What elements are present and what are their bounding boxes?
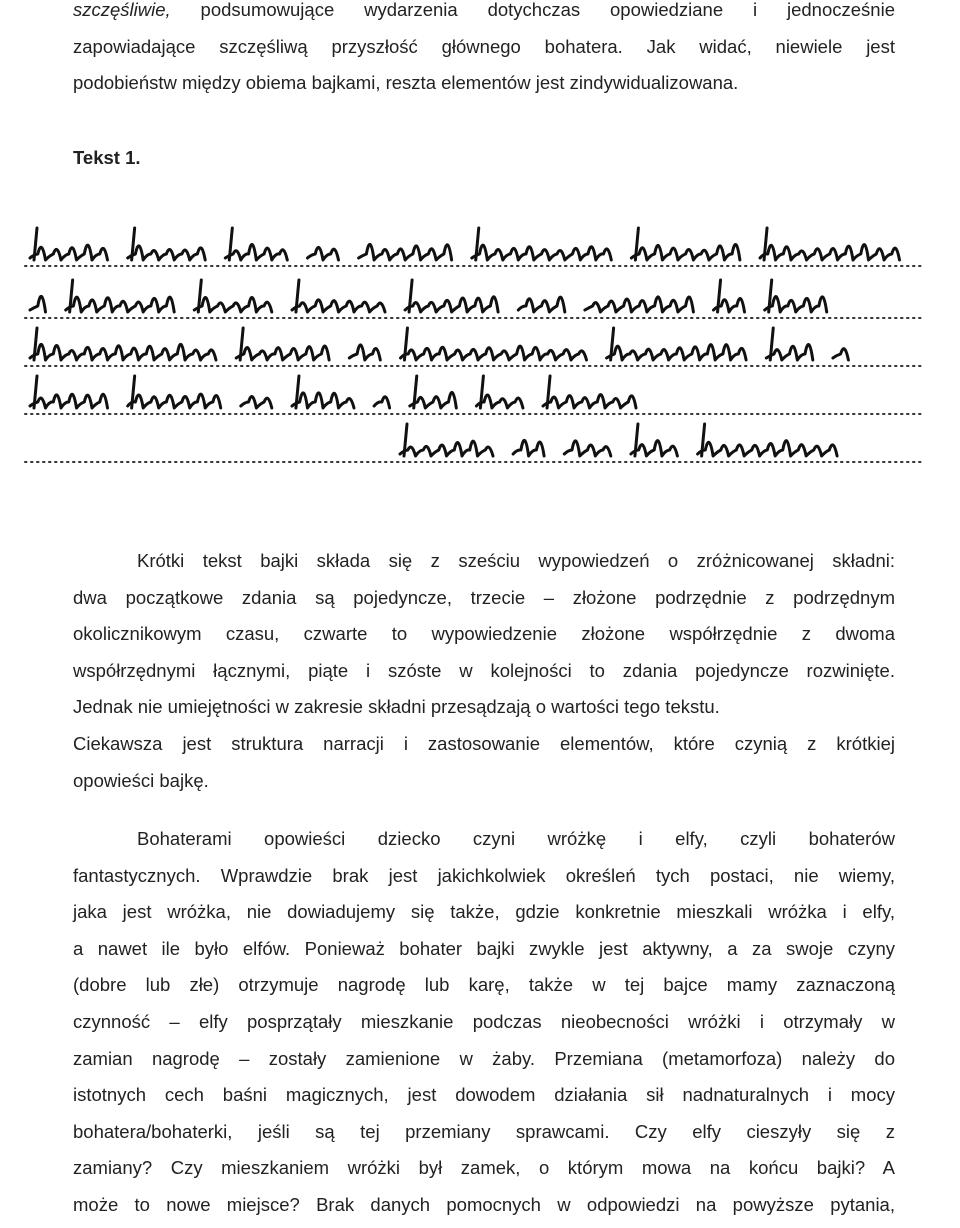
handwritten-word (476, 395, 523, 408)
handwritten-word (374, 397, 390, 408)
handwritten-word (236, 346, 329, 360)
handwritten-word (513, 440, 544, 456)
handwritten-word (30, 296, 46, 312)
handwritten-word (518, 297, 565, 312)
p2-line: istotnych cech baśni magicznych, jest dowodem działania sił nadnaturalnych i mocy (73, 1084, 895, 1106)
p2-line: zamian nagrodę – zostały zamienione w żaby. Przemiana (metamorfoza) należy do (73, 1047, 895, 1069)
handwritten-word (765, 297, 827, 312)
p1-line: współrzędnymi łącznymi, piąte i szóste w kolejności to zdania pojedyncze rozwinięte. (73, 659, 895, 681)
handwritten-word (631, 245, 740, 260)
p1-line: Krótki tekst bajki składa się z sześciu wypowiedzeń o zróżnicowanej składni: (137, 550, 895, 571)
handwritten-word (543, 395, 636, 408)
intro-line-1-rest: podsumowujące wydarzenia dotychczas opowiedziane i jednocześnie (170, 0, 895, 20)
handwritten-word (833, 349, 849, 360)
p1-line: Ciekawsza jest struktura narracji i zastosowanie elementów, które czynią z krótkiej (73, 732, 895, 754)
handwritten-word (400, 441, 493, 456)
p1-line: okolicznikowym czasu, czwarte to wypowiedzenie złożone współrzędnie z dwoma (73, 623, 895, 645)
handwritten-word (292, 300, 385, 312)
handwritten-word (631, 441, 678, 456)
handwritten-word (292, 393, 354, 408)
handwritten-word (30, 394, 108, 408)
paragraph-1 (73, 543, 895, 799)
p1-line: opowieści bajkę. (73, 769, 209, 791)
intro-italic-word: szczęśliwie, (73, 0, 171, 20)
intro-line-3: podobieństw między obiema bajkami, reszta elementów jest zindywidualizowana. (73, 72, 739, 93)
p2-line: bohatera/bohaterki, jeśli są tej przemiany sprawcami. Czy elfy cieszyły się z (73, 1120, 895, 1142)
handwritten-word (241, 397, 272, 408)
handwritten-word (30, 245, 108, 260)
handwritten-word (349, 345, 380, 360)
p2-line: Bohaterami opowieści dziecko czyni wróżkę i elfy, czyli bohaterów (137, 828, 895, 849)
handwritten-word (359, 244, 452, 260)
handwritten-word (194, 298, 271, 312)
handwritten-word (405, 297, 498, 312)
handwritten-word (30, 344, 216, 360)
handwritten-word (225, 245, 287, 260)
paragraph-2 (73, 821, 895, 1224)
p2-line: fantastycznych. Wprawdzie brak jest jakichkolwiek określeń tych postaci, nie wiemy, (73, 864, 895, 886)
handwritten-word (472, 245, 612, 260)
handwritten-word (760, 245, 900, 260)
p1-line: dwa początkowe zdania są pojedyncze, trzecie – złożone podrzędnie z podrzędnym (73, 586, 895, 608)
p2-line: może to nowe miejsce? Brak danych pomocnych w odpowiedzi na powyższe pytania, (73, 1193, 895, 1215)
p2-line: (dobre lub złe) otrzymuje nagrodę lub karę, także w tej bajce mamy zaznaczoną (73, 974, 895, 996)
handwritten-word (607, 345, 747, 360)
handwritten-word (128, 394, 221, 408)
text-caption: Tekst 1. (73, 147, 141, 168)
p2-line: czynność – elfy posprzątały mieszkanie podczas nieobecności wróżki i otrzymały w (73, 1010, 895, 1032)
intro-line-2: zapowiadające szczęśliwą przyszłość głównego bohatera. Jak widać, niewiele jest (73, 35, 895, 57)
p1-line: Jednak nie umiejętności w zakresie składni przesądzają o wartości tego tekstu. (73, 696, 720, 718)
intro-line-1 (73, 0, 895, 29)
handwritten-word (698, 441, 838, 456)
p2-line: zamiany? Czy mieszkaniem wróżki był zamek, o którym mowa na końcu bajki? A (73, 1157, 895, 1179)
intro-fragment (73, 0, 895, 102)
handwritten-word (585, 297, 694, 312)
handwritten-word (564, 441, 611, 456)
handwriting-svg (0, 210, 960, 490)
handwritten-word (401, 346, 587, 360)
handwritten-word (66, 297, 175, 312)
handwritten-word (766, 345, 813, 360)
handwritten-word (128, 246, 206, 260)
p2-line: a nawet ile było elfów. Ponieważ bohater bajki zwykle jest aktywny, a za swoje czyny (73, 937, 895, 959)
handwritten-text-scan (0, 210, 960, 490)
handwritten-word (410, 392, 457, 408)
p2-line: jaka jest wróżka, nie dowiadujemy się także, gdzie konkretnie mieszkali wróżka i elfy, (73, 901, 895, 923)
handwritten-word (308, 247, 339, 260)
